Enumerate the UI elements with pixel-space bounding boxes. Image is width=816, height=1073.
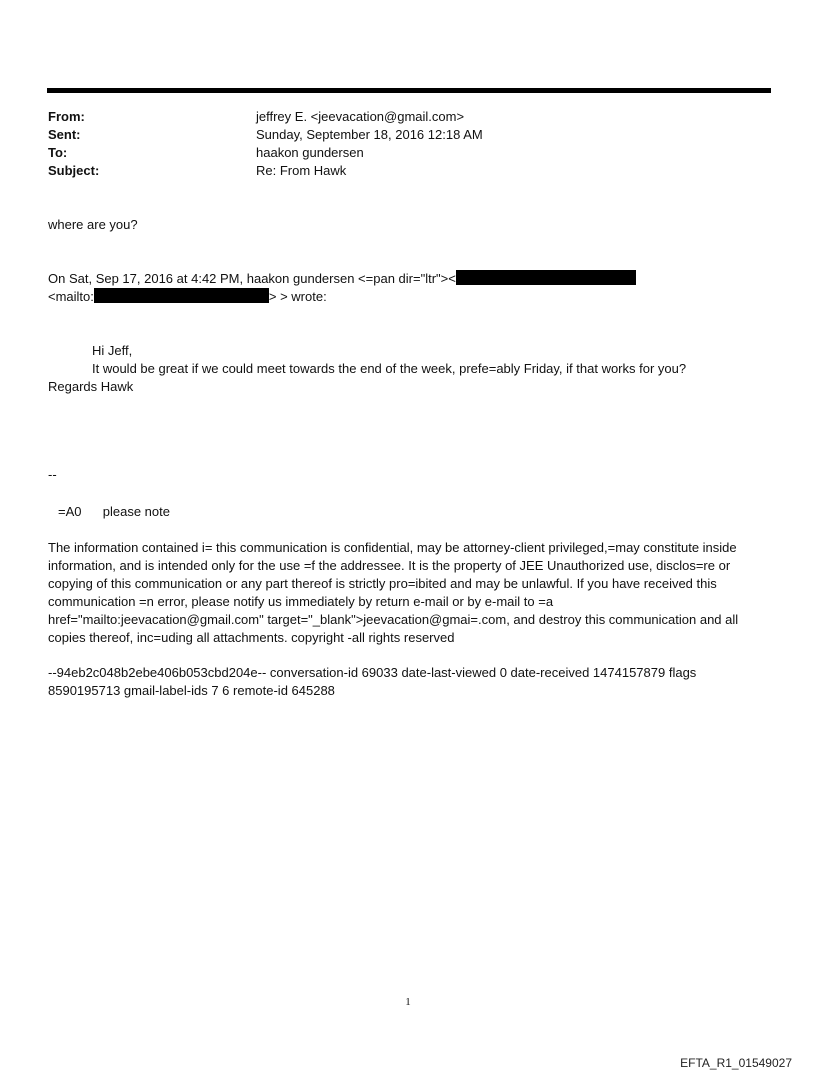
email-header [48, 108, 768, 180]
metadata-text: --94eb2c048b2ebe406b053cbd204e-- conversation-id 69033 date-last-viewed 0 date-received 1474157879 flags 8590195713 gmail-label-ids 7 6 remote-id 645288 [48, 665, 697, 698]
redaction-box [94, 288, 269, 303]
quote-intro-line-2 [48, 288, 768, 306]
from-value: jeffrey E. <jeevacation@gmail.com> [256, 109, 465, 124]
note-marker: =A0 [58, 504, 82, 519]
separator: -- [48, 467, 57, 482]
page-number: 1 [405, 996, 411, 1008]
sent-value: Sunday, September 18, 2016 12:18 AM [256, 127, 483, 142]
sent-row [48, 126, 768, 144]
sent-label: Sent: [48, 127, 81, 142]
to-row [48, 144, 768, 162]
wrote-text: > > wrote: [268, 289, 327, 304]
subject-label: Subject: [48, 163, 100, 178]
subject-row [48, 162, 768, 180]
quote-intro [48, 270, 768, 306]
from-row [48, 108, 768, 126]
header-rule [47, 88, 771, 93]
mailto-prefix: <mailto: [48, 289, 94, 304]
quoted-message [48, 342, 768, 396]
document-id: EFTA_R1_01549027 [680, 1056, 792, 1070]
message-text: It would be great if we could meet towards the end of the week, prefe=ably Friday, if that works for you? [92, 361, 687, 376]
disclaimer: The information contained i= this communication is confidential, may be attorney-client privileged,=may constitute inside information, and is intended only for the use =f the addressee. It is the property of JEE Unauthorized use, disclos=re or copying of this communication or any part thereof is strictly pro=ibited and may be unlawful. If you have received this communication =n error, please notify us immediately by return e-mail or by e-mail to =a href="mailto:jeevacation@gmail.com" target="_blank">jeevacation@gmai=.com, and destroy this communication and all copies thereof, inc=uding all attachments. copyright -all rights reserved [48, 540, 739, 645]
quote-intro-line-1 [48, 270, 768, 288]
to-label: To: [48, 145, 68, 160]
note-line [48, 503, 778, 521]
redaction-box [456, 270, 636, 285]
reply-text: where are you? [48, 217, 138, 232]
to-value: haakon gundersen [256, 145, 364, 160]
note-label: please note [102, 504, 170, 519]
from-label: From: [48, 109, 85, 124]
signoff: Regards Hawk [48, 379, 134, 394]
subject-value: Re: From Hawk [256, 163, 347, 178]
greeting: Hi Jeff, [92, 343, 133, 358]
quote-intro-text: On Sat, Sep 17, 2016 at 4:42 PM, haakon gundersen <=pan dir="ltr">< [48, 271, 456, 286]
